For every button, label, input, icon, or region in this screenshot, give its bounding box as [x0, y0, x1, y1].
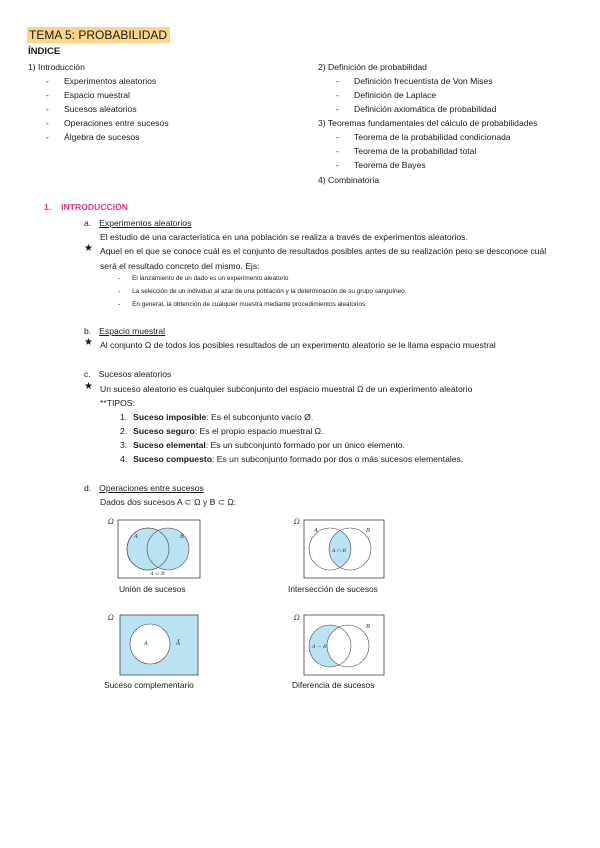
svg-text:A ∪ B: A ∪ B: [150, 571, 165, 577]
tipo-item: 3. Suceso elemental: Es un subconjunto formado por un único elemento.: [120, 440, 405, 450]
index-def-heading: 2) Definición de probabilidad: [318, 62, 427, 72]
svg-text:A: A: [134, 534, 138, 540]
svg-text:Ω: Ω: [294, 614, 300, 622]
index-item: - Teorema de la probabilidad total: [336, 146, 477, 156]
subsection-c-heading: c. Sucesos aleatorios: [84, 369, 172, 379]
example-item: - En general, la obtención de cualquier muestra mediante procedimientos aleatorios.: [118, 301, 367, 308]
subsection-a-heading: a. Experimentos aleatorios: [84, 218, 192, 228]
index-theorems-heading: 3) Teoremas fundamentales del cálculo de probabilidades: [318, 118, 538, 128]
figure-caption: Intersección de sucesos: [288, 584, 378, 594]
paragraph: Al conjunto Ω de todos los posibles resultados de un experimento aleatorio se le llama espacio muestral: [100, 340, 496, 350]
index-item: - Definición axiomática de probabilidad: [336, 104, 497, 114]
index-heading: ÍNDICE: [28, 46, 61, 57]
index-item: - Álgebra de sucesos: [46, 132, 140, 142]
index-combinatoria-heading: 4) Combinatoria: [318, 175, 380, 185]
svg-text:B: B: [366, 528, 371, 534]
index-intro-heading: 1) Introducción: [28, 62, 85, 72]
page-title: TEMA 5: PROBABILIDAD: [27, 27, 170, 43]
example-item: - El lanzamiento de un dado es un experimento aleatorio: [118, 275, 289, 282]
svg-text:Ω: Ω: [294, 518, 300, 526]
svg-text:B: B: [180, 534, 185, 540]
svg-text:A ∩ B: A ∩ B: [332, 549, 347, 554]
example-item: - La selección de un individuo al azar de una población y la determinación de su grupo sanguíneo.: [118, 288, 407, 295]
subsection-b-heading: b. Espacio muestral: [84, 326, 166, 336]
svg-text:Ω: Ω: [108, 518, 114, 526]
paragraph: Un suceso aleatorio es cualquier subconjunto del espacio muestral Ω de un experimento aleatorio: [100, 384, 473, 394]
index-item: - Operaciones entre sucesos: [46, 118, 169, 128]
tipo-item: 4. Suceso compuesto: Es un subconjunto formado por dos o más sucesos elementales.: [120, 454, 464, 464]
venn-difference-diagram: [290, 610, 390, 680]
tipo-item: 2. Suceso seguro: Es el propio espacio muestral Ω.: [120, 426, 324, 436]
star-icon: ★: [84, 243, 93, 254]
figure-caption: Suceso complementario: [104, 680, 194, 690]
figure-caption: Unión de sucesos: [119, 584, 186, 594]
index-item: - Definición de Laplace: [336, 90, 437, 100]
index-item: - Experimentos aleatorios: [46, 76, 157, 86]
paragraph: Aquel en el que se conoce cuál es el conjunto de resultados posibles antes de su realización pero se desconoce cuál: [100, 246, 547, 256]
venn-union-diagram: [104, 512, 204, 582]
paragraph: El estudio de una característica en una población se realiza a través de experimentos aleatorios.: [100, 232, 468, 242]
tipo-item: 1. Suceso imposible: Es el subconjunto vacío Ø.: [120, 412, 314, 422]
tipos-label: **TIPOS:: [100, 398, 135, 408]
paragraph: será el resultado concreto del mismo. Ejs:: [100, 261, 260, 271]
paragraph: Dados dos sucesos A ⊂ Ω y B ⊂ Ω:: [100, 497, 237, 507]
section-heading: 1. INTRODUCCIÓN: [44, 202, 129, 212]
star-icon: ★: [84, 381, 93, 392]
svg-text:A − B: A − B: [312, 644, 327, 650]
subsection-d-heading: d. Operaciones entre sucesos: [84, 483, 204, 493]
index-item: - Definición frecuentista de Von Mises: [336, 76, 493, 86]
svg-text:Ā: Ā: [176, 640, 181, 647]
svg-text:A: A: [144, 641, 148, 647]
venn-intersection-diagram: [290, 512, 390, 582]
index-item: - Teorema de la probabilidad condicionada: [336, 132, 511, 142]
svg-text:A: A: [314, 528, 318, 534]
index-item: - Sucesos aleatorios: [46, 104, 137, 114]
index-item: - Espacio muestral: [46, 90, 130, 100]
star-icon: ★: [84, 337, 93, 348]
figure-caption: Diferencia de sucesos: [292, 680, 375, 690]
venn-complement-diagram: [104, 610, 204, 680]
svg-text:Ω: Ω: [108, 614, 114, 622]
svg-text:B: B: [366, 624, 371, 630]
index-item: - Teorema de Bayes: [336, 160, 426, 170]
